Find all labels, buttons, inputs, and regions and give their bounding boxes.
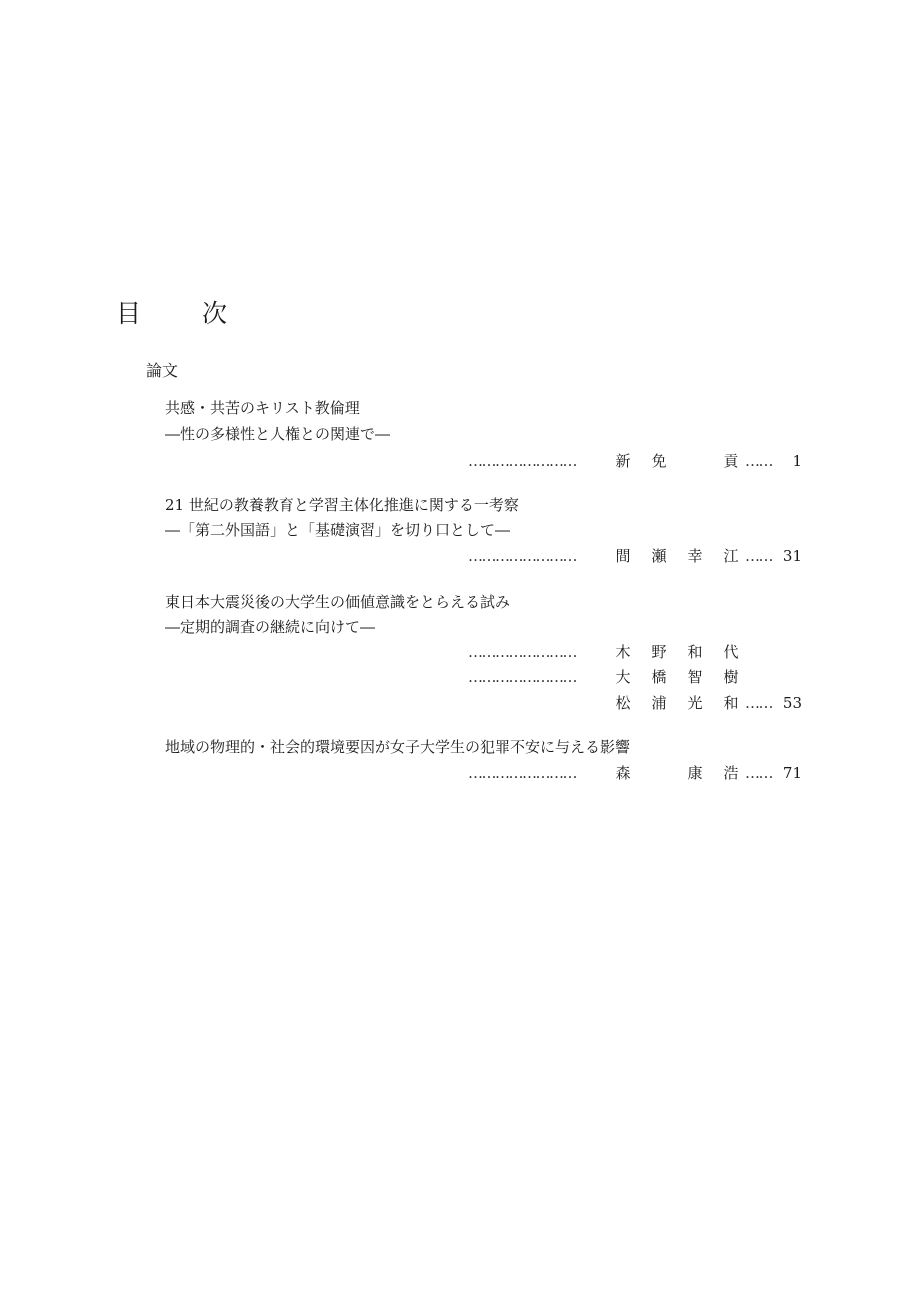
author-name-char: 木 bbox=[615, 643, 631, 661]
author-name-char: 間 bbox=[615, 547, 631, 565]
author-name-char: 松 bbox=[615, 694, 631, 712]
author-name-char: 幸 bbox=[687, 547, 703, 565]
author-name bbox=[615, 762, 739, 784]
page-number: 1 bbox=[792, 452, 802, 470]
page-number: 71 bbox=[782, 764, 802, 782]
author-name-char: 森 bbox=[615, 764, 631, 782]
author-name bbox=[615, 545, 739, 567]
author-name-char: 樹 bbox=[723, 668, 739, 686]
page-number: 31 bbox=[782, 547, 802, 565]
author-name-char: 和 bbox=[687, 643, 703, 661]
toc-entry-title: 21 世紀の教養教育と学習主体化推進に関する一考察 bbox=[165, 496, 519, 514]
author-row bbox=[0, 762, 917, 784]
toc-entry-title: 共感・共苦のキリスト教倫理 bbox=[165, 399, 360, 417]
author-name-char: 康 bbox=[687, 764, 703, 782]
author-name-char: 代 bbox=[723, 643, 739, 661]
author-row bbox=[0, 641, 917, 663]
author-name-char: 浩 bbox=[723, 764, 739, 782]
author-name bbox=[615, 641, 739, 663]
dot-leader: …………………… bbox=[468, 547, 576, 565]
author-name-char: 免 bbox=[651, 452, 667, 470]
author-name-char: 光 bbox=[687, 694, 703, 712]
author-name-char bbox=[687, 450, 703, 472]
page-number: 53 bbox=[782, 694, 802, 712]
author-name-char: 瀬 bbox=[651, 547, 667, 565]
author-name bbox=[615, 692, 739, 714]
page-dot-leader: …… bbox=[745, 547, 772, 565]
author-row bbox=[0, 692, 917, 714]
author-name-char: 貢 bbox=[723, 452, 739, 470]
author-row bbox=[0, 450, 917, 472]
author-name bbox=[615, 450, 739, 472]
author-name-char: 大 bbox=[615, 668, 631, 686]
author-row bbox=[0, 666, 917, 688]
section-heading: 論文 bbox=[146, 361, 179, 380]
toc-entry-title: 東日本大震災後の大学生の価値意識をとらえる試み bbox=[165, 593, 511, 611]
dot-leader: …………………… bbox=[468, 452, 576, 470]
author-name-char bbox=[651, 762, 667, 784]
toc-entry-subtitle: ―定期的調査の継続に向けて― bbox=[165, 618, 376, 636]
author-name-char: 橋 bbox=[651, 668, 667, 686]
page-title: 目 次 bbox=[116, 299, 246, 328]
author-name-char: 和 bbox=[723, 694, 739, 712]
page-dot-leader: …… bbox=[745, 694, 772, 712]
dot-leader: …………………… bbox=[468, 668, 576, 686]
author-name-char: 新 bbox=[615, 452, 631, 470]
page-dot-leader: …… bbox=[745, 452, 772, 470]
toc-entry-subtitle: ―「第二外国語」と「基礎演習」を切り口として― bbox=[165, 521, 511, 539]
author-name-char: 浦 bbox=[651, 694, 667, 712]
author-name-char: 智 bbox=[687, 668, 703, 686]
toc-entry-subtitle: ―性の多様性と人権との関連で― bbox=[165, 425, 391, 443]
author-name-char: 江 bbox=[723, 547, 739, 565]
page-dot-leader: …… bbox=[745, 764, 772, 782]
dot-leader: …………………… bbox=[468, 764, 576, 782]
toc-entry-title: 地域の物理的・社会的環境要因が女子大学生の犯罪不安に与える影響 bbox=[165, 738, 631, 756]
author-name bbox=[615, 666, 739, 688]
author-name-char: 野 bbox=[651, 643, 667, 661]
dot-leader: …………………… bbox=[468, 643, 576, 661]
author-row bbox=[0, 545, 917, 567]
